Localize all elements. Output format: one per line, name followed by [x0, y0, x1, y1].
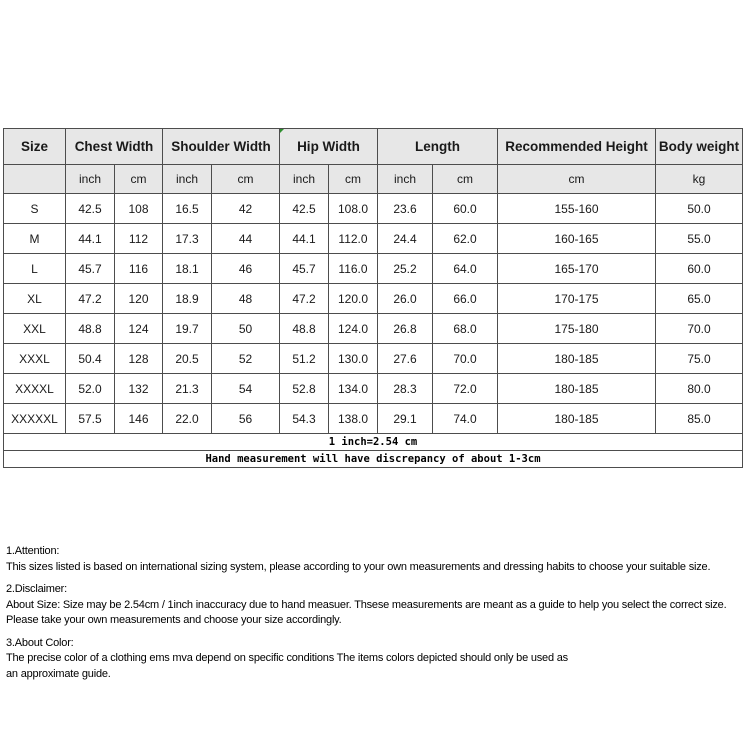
unit-hip-cm: cm: [329, 165, 378, 194]
measurement-cell: 25.2: [378, 254, 433, 284]
table-row: [4, 254, 743, 284]
measurement-cell: 50: [212, 314, 280, 344]
header-hip-width-label: Hip Width: [297, 139, 360, 154]
measurement-cell: 50.4: [66, 344, 115, 374]
unit-empty: [4, 165, 66, 194]
measurement-cell: 54: [212, 374, 280, 404]
measurement-cell: 66.0: [433, 284, 498, 314]
measurement-cell: 56: [212, 404, 280, 434]
note-disclaimer-heading: 2.Disclaimer:: [6, 583, 67, 595]
measurement-cell: 68.0: [433, 314, 498, 344]
measurement-cell: 74.0: [433, 404, 498, 434]
measurement-cell: 52: [212, 344, 280, 374]
measurement-cell: 28.3: [378, 374, 433, 404]
measurement-cell: 116: [115, 254, 163, 284]
note-about-color-heading: 3.About Color:: [6, 636, 74, 649]
table-row: [4, 344, 743, 374]
measurement-cell: 120.0: [329, 284, 378, 314]
measurement-cell: 21.3: [163, 374, 212, 404]
table-header: [4, 129, 743, 194]
note-about-color: [6, 636, 748, 683]
header-chest-width: Chest Width: [66, 129, 163, 165]
unit-hip-inch: inch: [280, 165, 329, 194]
measurement-cell: 16.5: [163, 194, 212, 224]
footnote-measurement-discrepancy: Hand measurement will have discrepancy of about 1-3cm: [4, 451, 743, 468]
header-recommended-height: Recommended Height: [498, 129, 656, 165]
footnote-row: [4, 434, 743, 451]
measurement-cell: 48.8: [280, 314, 329, 344]
size-label-cell: XL: [4, 284, 66, 314]
table-row: [4, 284, 743, 314]
unit-chest-cm: cm: [115, 165, 163, 194]
size-label-cell: S: [4, 194, 66, 224]
measurement-cell: 54.3: [280, 404, 329, 434]
measurement-cell: 48.8: [66, 314, 115, 344]
measurement-cell: 52.8: [280, 374, 329, 404]
table-row: [4, 224, 743, 254]
measurement-cell: 57.5: [66, 404, 115, 434]
table-row: [4, 404, 743, 434]
measurement-cell: 48: [212, 284, 280, 314]
footnote-inch-conversion: 1 inch=2.54 cm: [4, 434, 743, 451]
measurement-cell: 124.0: [329, 314, 378, 344]
header-unit-row: [4, 165, 743, 194]
size-table-body: [4, 194, 743, 434]
measurement-cell: 75.0: [656, 344, 743, 374]
unit-shoulder-inch: inch: [163, 165, 212, 194]
measurement-cell: 26.0: [378, 284, 433, 314]
measurement-cell: 18.1: [163, 254, 212, 284]
notes-block: [6, 544, 748, 689]
measurement-cell: 18.9: [163, 284, 212, 314]
measurement-cell: 19.7: [163, 314, 212, 344]
measurement-cell: 42.5: [280, 194, 329, 224]
measurement-cell: 116.0: [329, 254, 378, 284]
measurement-cell: 52.0: [66, 374, 115, 404]
measurement-cell: 44.1: [280, 224, 329, 254]
cell-comment-marker-icon: [280, 129, 284, 133]
measurement-cell: 26.8: [378, 314, 433, 344]
note-about-color-line: The precise color of a clothing ems mva depend on specific conditions The items colors depicted should only be used as: [6, 652, 568, 664]
measurement-cell: 27.6: [378, 344, 433, 374]
measurement-cell: 124: [115, 314, 163, 344]
measurement-cell: 50.0: [656, 194, 743, 224]
unit-chest-inch: inch: [66, 165, 115, 194]
measurement-cell: 70.0: [433, 344, 498, 374]
measurement-cell: 130.0: [329, 344, 378, 374]
measurement-cell: 22.0: [163, 404, 212, 434]
measurement-cell: 170-175: [498, 284, 656, 314]
size-label-cell: XXXL: [4, 344, 66, 374]
measurement-cell: 44.1: [66, 224, 115, 254]
table-row: [4, 194, 743, 224]
header-body-weight: Body weight: [656, 129, 743, 165]
measurement-cell: 146: [115, 404, 163, 434]
note-disclaimer-line: About Size: Size may be 2.54cm / 1inch inaccuracy due to hand measuer. Thsese measurements are meant as a guide to help you select the correct size.: [6, 598, 727, 611]
header-length: Length: [378, 129, 498, 165]
measurement-cell: 165-170: [498, 254, 656, 284]
measurement-cell: 132: [115, 374, 163, 404]
measurement-cell: 62.0: [433, 224, 498, 254]
header-group-row: [4, 129, 743, 165]
measurement-cell: 42: [212, 194, 280, 224]
size-label-cell: M: [4, 224, 66, 254]
measurement-cell: 112.0: [329, 224, 378, 254]
measurement-cell: 180-185: [498, 404, 656, 434]
measurement-cell: 112: [115, 224, 163, 254]
measurement-cell: 160-165: [498, 224, 656, 254]
measurement-cell: 46: [212, 254, 280, 284]
table-row: [4, 374, 743, 404]
measurement-cell: 29.1: [378, 404, 433, 434]
size-chart-table: [3, 128, 743, 468]
note-attention-line: This sizes listed is based on international sizing system, please according to your own measurements and dressing habits to choose your suitable size.: [6, 560, 711, 573]
measurement-cell: 108: [115, 194, 163, 224]
measurement-cell: 80.0: [656, 374, 743, 404]
measurement-cell: 64.0: [433, 254, 498, 284]
size-label-cell: XXXXXL: [4, 404, 66, 434]
measurement-cell: 108.0: [329, 194, 378, 224]
measurement-cell: 20.5: [163, 344, 212, 374]
size-label-cell: XXXXL: [4, 374, 66, 404]
measurement-cell: 45.7: [66, 254, 115, 284]
note-attention-heading: 1.Attention:: [6, 545, 60, 557]
unit-length-inch: inch: [378, 165, 433, 194]
measurement-cell: 24.4: [378, 224, 433, 254]
header-shoulder-width: Shoulder Width: [163, 129, 280, 165]
unit-length-cm: cm: [433, 165, 498, 194]
measurement-cell: 51.2: [280, 344, 329, 374]
measurement-cell: 45.7: [280, 254, 329, 284]
measurement-cell: 128: [115, 344, 163, 374]
size-label-cell: XXL: [4, 314, 66, 344]
measurement-cell: 60.0: [656, 254, 743, 284]
measurement-cell: 42.5: [66, 194, 115, 224]
unit-weight-kg: kg: [656, 165, 743, 194]
note-disclaimer: [6, 582, 748, 629]
note-disclaimer-line: Please take your own measurements and choose your size accordingly.: [6, 614, 342, 626]
measurement-cell: 17.3: [163, 224, 212, 254]
header-hip-width: [280, 129, 378, 165]
measurement-cell: 120: [115, 284, 163, 314]
measurement-cell: 180-185: [498, 344, 656, 374]
unit-height-cm: cm: [498, 165, 656, 194]
measurement-cell: 47.2: [66, 284, 115, 314]
measurement-cell: 55.0: [656, 224, 743, 254]
note-about-color-line: an approximate guide.: [6, 667, 111, 680]
unit-shoulder-cm: cm: [212, 165, 280, 194]
size-label-cell: L: [4, 254, 66, 284]
measurement-cell: 23.6: [378, 194, 433, 224]
measurement-cell: 85.0: [656, 404, 743, 434]
measurement-cell: 175-180: [498, 314, 656, 344]
measurement-cell: 47.2: [280, 284, 329, 314]
measurement-cell: 65.0: [656, 284, 743, 314]
header-size: Size: [4, 129, 66, 165]
measurement-cell: 134.0: [329, 374, 378, 404]
measurement-cell: 44: [212, 224, 280, 254]
note-attention: [6, 544, 748, 575]
footnote-row: [4, 451, 743, 468]
measurement-cell: 70.0: [656, 314, 743, 344]
measurement-cell: 138.0: [329, 404, 378, 434]
table-footer: [4, 434, 743, 468]
measurement-cell: 72.0: [433, 374, 498, 404]
measurement-cell: 180-185: [498, 374, 656, 404]
table-row: [4, 314, 743, 344]
measurement-cell: 155-160: [498, 194, 656, 224]
measurement-cell: 60.0: [433, 194, 498, 224]
